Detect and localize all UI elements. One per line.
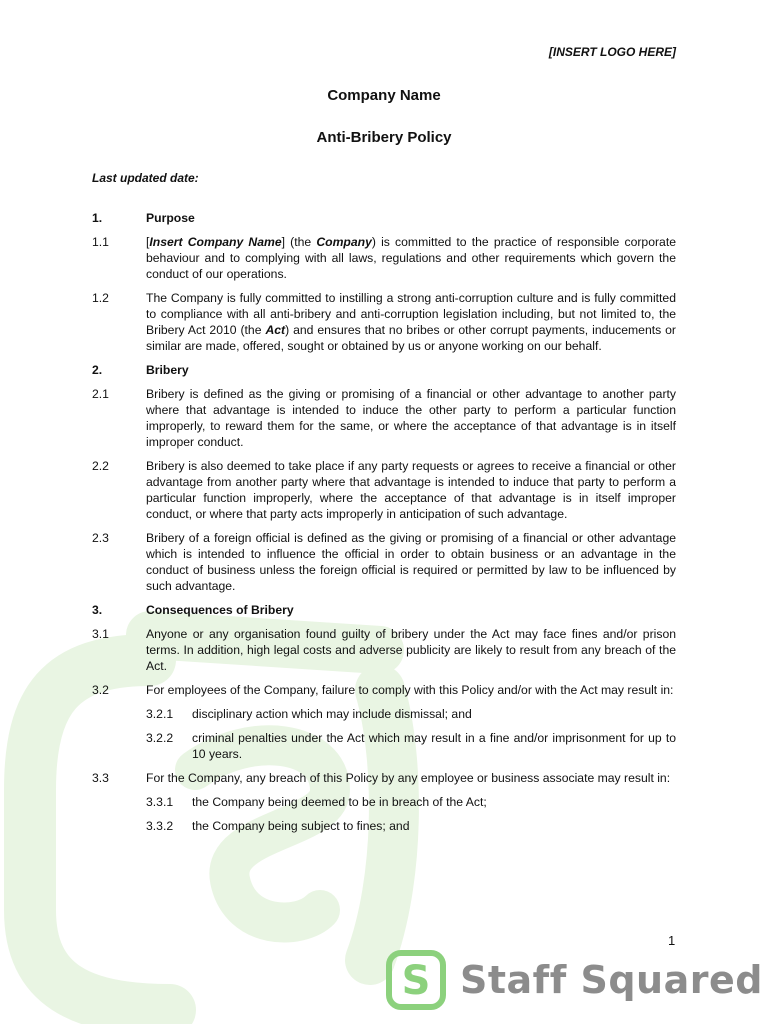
subclause-number: 3.3.1 [146, 795, 174, 809]
subclause-text: criminal penalties under the Act which may result in a fine and/or imprisonment for up to 10 years. [192, 731, 676, 761]
clause-number: 3.1 [92, 627, 109, 641]
subclause-number: 3.2.1 [146, 707, 174, 721]
subclause-number: 3.3.2 [146, 819, 174, 833]
clause-3-2 [92, 682, 676, 698]
clause-text: For the Company, any breach of this Policy by any employee or business associate may result in: [146, 771, 671, 785]
brand-name: Staff Squared [460, 958, 763, 1002]
clause-text: Anyone or any organisation found guilty of bribery under the Act may face fines and/or prison terms. In addition, high legal costs and adverse publicity are likely to result from any breach of the Act. [146, 627, 676, 673]
section-title: Purpose [146, 211, 195, 225]
section-heading-bribery [92, 362, 676, 378]
clause-2-3 [92, 530, 676, 594]
logo-placeholder: [INSERT LOGO HERE] [548, 45, 676, 59]
clause-number: 2.1 [92, 387, 109, 401]
subclause-text: disciplinary action which may include dismissal; and [192, 707, 472, 721]
clause-text [146, 290, 676, 354]
clause-number: 3.2 [92, 683, 109, 697]
page-number: 1 [668, 933, 676, 948]
section-heading-purpose [92, 210, 676, 226]
clause-2-1 [92, 386, 676, 450]
clause-1-1 [92, 234, 676, 282]
clause-text-emphasis: Company [316, 235, 372, 249]
policy-body [92, 210, 676, 842]
company-name-title: Company Name [327, 87, 441, 104]
clause-text-part: The Company is fully committed to instilling a strong anti-corruption culture and is fully committed to compliance with all anti-bribery and anti-corruption legislation including, but not limited to, the Bribery Act 2010 (the [146, 291, 676, 337]
subclause-text: the Company being deemed to be in breach of the Act; [192, 795, 487, 809]
clause-text-part: [ [146, 235, 150, 249]
clause-number: 1.2 [92, 291, 109, 305]
last-updated-label: Last updated date: [92, 171, 199, 185]
section-number: 3. [92, 603, 103, 617]
section-number: 1. [92, 211, 103, 225]
clause-2-2 [92, 458, 676, 522]
section-heading-consequences [92, 602, 676, 618]
clause-text-part: ] (the [281, 235, 317, 249]
clause-text: Bribery of a foreign official is defined as the giving or promising of a financial or other advantage which is intended to influence the official in order to obtain business or an advantage in the conduct of business unless the foreign official is required or permitted by law to be influenced by such advantage. [146, 531, 676, 593]
clause-3-3 [92, 770, 676, 786]
clause-text-emphasis: Insert Company Name [149, 235, 282, 249]
clause-text: Bribery is also deemed to take place if any party requests or agrees to receive a financial or other advantage from another party where that advantage is intended to induce that party to perform a particular function improperly, where the acceptance of that advantage is in itself improper conduct, or where that party acts improperly in anticipation of such advantage. [146, 459, 676, 521]
subclause-text: the Company being subject to fines; and [192, 819, 410, 833]
clause-text-emphasis: Act [265, 323, 286, 337]
section-title: Bribery [146, 363, 189, 377]
policy-title: Anti-Bribery Policy [316, 129, 452, 146]
subclause-3-3-1 [146, 794, 676, 810]
subclause-3-3-2 [146, 818, 676, 834]
brand-icon-letter: S [401, 958, 431, 1004]
staff-squared-logo-icon [386, 950, 446, 1010]
clause-text: Bribery is defined as the giving or promising of a financial or other advantage to another party where that advantage is intended to induce the other party to perform a particular function improperly, to reward them for the same, or where the acceptance of that advantage is in itself improper conduct. [146, 387, 676, 449]
clause-1-2 [92, 290, 676, 354]
clause-number: 1.1 [92, 235, 109, 249]
clause-number: 2.3 [92, 531, 109, 545]
clause-text-part: ) is committed to the practice of responsible corporate behaviour and to complying with all laws, regulations and other requirements which govern the conduct of our operations. [146, 235, 676, 281]
subclause-number: 3.2.2 [146, 731, 174, 745]
section-title: Consequences of Bribery [146, 603, 294, 617]
clause-text: For employees of the Company, failure to comply with this Policy and/or with the Act may result in: [146, 683, 674, 697]
subclause-3-2-1 [146, 706, 676, 722]
clause-text-part: ) and ensures that no bribes or other corrupt payments, inducements or similar are made, offered, sought or obtained by us or anyone working on our behalf. [146, 323, 676, 353]
clause-text [146, 234, 676, 282]
clause-3-1 [92, 626, 676, 674]
brand-logo [386, 950, 763, 1010]
section-number: 2. [92, 363, 103, 377]
clause-number: 2.2 [92, 459, 109, 473]
subclause-3-2-2 [146, 730, 676, 762]
clause-number: 3.3 [92, 771, 109, 785]
